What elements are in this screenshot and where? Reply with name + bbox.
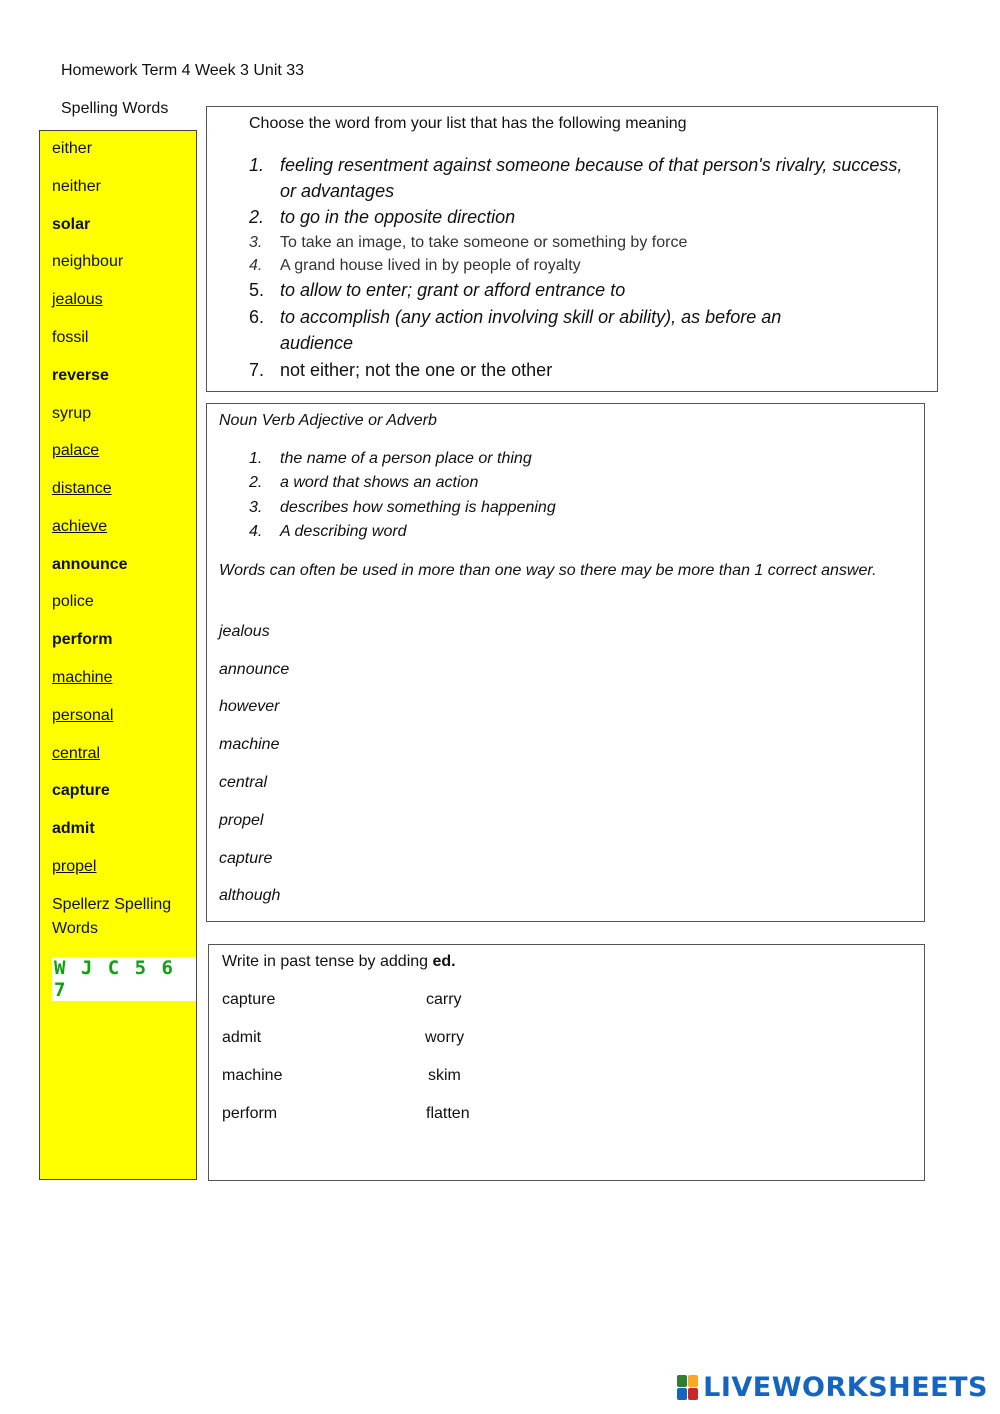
parts-of-speech-box [206,403,925,922]
meaning-number: 5. [249,280,265,300]
spelling-word: syrup [52,405,92,422]
meaning-text: feeling resentment against someone because of that person's rivalry, success, or advantages [280,155,903,201]
spelling-word-list [39,130,197,1180]
meaning-text: To take an image, to take someone or something by force [280,234,688,251]
spelling-word: machine [52,669,113,686]
meaning-text: A grand house lived in by people of royalty [280,257,581,274]
meaning-item [249,277,909,303]
pos-word: central [219,774,268,791]
meaning-text: not either; not the one or the other [280,360,553,380]
meaning-item [249,304,909,356]
meaning-item [249,204,909,230]
page-title: Homework Term 4 Week 3 Unit 33 [61,62,305,79]
spelling-word: perform [52,631,113,648]
spelling-word: reverse [52,367,109,384]
spelling-word: solar [52,216,91,233]
pos-word: machine [219,736,280,753]
meaning-number: 6. [249,307,265,327]
spelling-word: announce [52,556,128,573]
liveworksheets-brand: LIVEWORKSHEETS [703,1372,988,1403]
spelling-word: neither [52,178,101,195]
spelling-word: personal [52,707,114,724]
past-tense-title [222,953,456,971]
pos-word: however [219,698,280,715]
meaning-number: 7. [249,360,265,380]
pos-word: capture [219,850,273,867]
spellerz-label: Spellerz Spelling Words [52,896,172,937]
past-tense-word: flatten [426,1105,470,1122]
spelling-word: jealous [52,291,103,308]
pos-text: the name of a person place or thing [280,450,532,467]
spelling-word: central [52,745,101,762]
meanings-box [206,106,938,392]
past-tense-word: admit [222,1029,262,1046]
pos-definition [249,474,478,492]
spelling-word: police [52,593,94,610]
meaning-item [249,255,909,277]
pos-text: a word that shows an action [280,474,479,491]
past-tense-word: carry [426,991,462,1008]
pos-word: propel [219,812,264,829]
spelling-word: fossil [52,329,89,346]
pos-word: jealous [219,623,270,640]
pos-number: 4. [249,523,263,540]
liveworksheets-logo-icon [677,1375,699,1401]
pos-word: announce [219,661,290,678]
pos-note: Words can often be used in more than one way so there may be more than 1 correct answer. [219,562,877,579]
spelling-word: capture [52,782,110,799]
parts-of-speech-title: Noun Verb Adjective or Adverb [219,412,437,429]
meaning-number: 2. [249,207,265,227]
pos-definition [249,523,407,541]
pos-text: A describing word [280,523,407,540]
past-tense-word: perform [222,1105,278,1122]
spelling-word: propel [52,858,97,875]
spellerz-code: W J C 5 6 7 [52,957,196,1001]
meaning-text: to accomplish (any action involving skill or ability), as before an audience [280,307,782,353]
meaning-number: 3. [249,234,263,251]
past-tense-box [208,944,925,1181]
meaning-text: to go in the opposite direction [280,207,516,227]
past-tense-word: worry [425,1029,465,1046]
liveworksheets-logo [677,1372,988,1403]
meaning-text: to allow to enter; grant or afford entrance to [280,280,626,300]
past-tense-word: machine [222,1067,283,1084]
past-tense-word: capture [222,991,276,1008]
pos-number: 2. [249,474,263,491]
past-tense-suffix: ed. [432,953,456,970]
pos-number: 1. [249,450,263,467]
meaning-number: 4. [249,257,263,274]
spelling-word: distance [52,480,112,497]
past-tense-title-text: Write in past tense by adding [222,953,429,970]
spelling-word: either [52,140,93,157]
meaning-item [249,357,909,383]
spelling-word: neighbour [52,253,124,270]
meanings-intro: Choose the word from your list that has the following meaning [249,115,687,132]
spelling-word: palace [52,442,100,459]
meaning-item [249,232,909,254]
past-tense-word: skim [428,1067,461,1084]
spelling-word: achieve [52,518,108,535]
pos-number: 3. [249,499,263,516]
meaning-number: 1. [249,155,265,175]
pos-definition [249,450,532,468]
pos-word: although [219,887,281,904]
spelling-word: admit [52,820,95,837]
pos-definition [249,499,556,517]
pos-text: describes how something is happening [280,499,556,516]
meaning-item [249,152,909,204]
spelling-words-heading: Spelling Words [61,100,169,117]
